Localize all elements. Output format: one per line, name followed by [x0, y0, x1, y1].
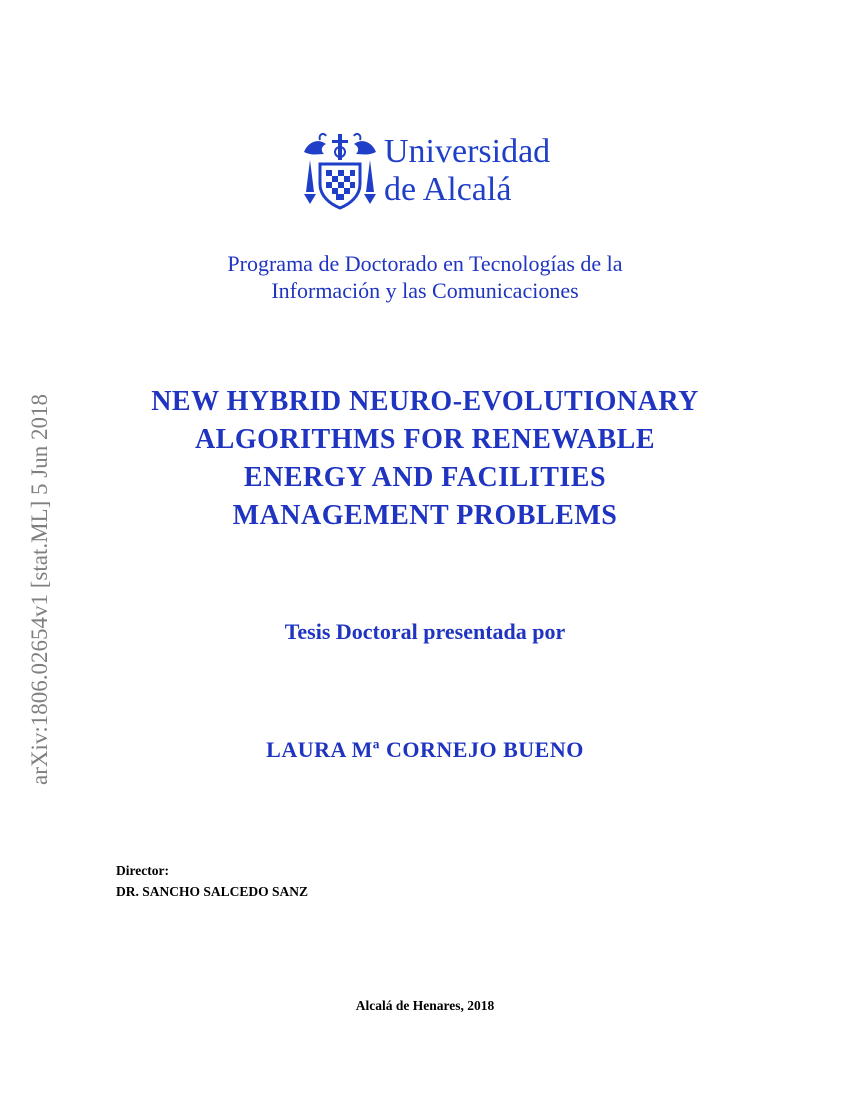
title-line: MANAGEMENT PROBLEMS: [232, 500, 618, 531]
arxiv-identifier: arXiv:1806.02654v1 [stat.ML] 5 Jun 2018: [27, 394, 52, 785]
university-name-line2: de Alcalá: [384, 171, 512, 208]
director-name: DR. SANCHO SALCEDO SANZ: [116, 884, 309, 899]
doctoral-program: [0, 250, 850, 304]
title-line: ALGORITHMS FOR RENEWABLE: [194, 424, 656, 455]
author-name: LAURA Mª CORNEJO BUENO: [266, 737, 584, 762]
presented-by: Tesis Doctoral presentada por: [284, 619, 566, 644]
place-and-date: Alcalá de Henares, 2018: [355, 998, 495, 1013]
program-line: Información y las Comunicaciones: [271, 278, 579, 303]
title-line: ENERGY AND FACILITIES: [243, 462, 607, 493]
director-label: Director:: [116, 863, 169, 878]
title-line: NEW HYBRID NEURO-EVOLUTIONARY: [151, 386, 699, 417]
program-line: Programa de Doctorado en Tecnologías de la: [227, 251, 623, 276]
university-seal-icon: [302, 130, 378, 212]
university-name-line1: Universidad: [384, 133, 551, 170]
thesis-title: [0, 383, 850, 535]
director-block: [116, 860, 308, 902]
university-logo: [302, 130, 572, 215]
